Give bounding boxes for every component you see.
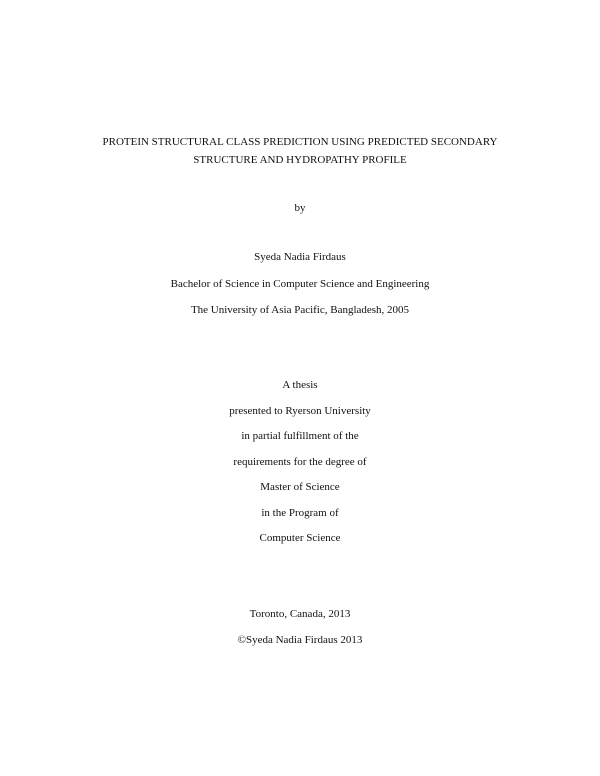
thesis-statement-line-2: presented to Ryerson University [229,405,371,417]
thesis-statement-line-4: requirements for the degree of [233,456,367,468]
thesis-title-line-2: STRUCTURE AND HYDROPATHY PROFILE [193,154,407,166]
copyright-notice: ©Syeda Nadia Firdaus 2013 [237,634,363,646]
author-institution: The University of Asia Pacific, Bangladesh, 2005 [190,304,410,316]
thesis-statement-line-1: A thesis [282,379,318,391]
thesis-statement-line-3: in partial fulfillment of the [241,430,359,442]
author-name: Syeda Nadia Firdaus [254,251,346,263]
thesis-title-line-1: PROTEIN STRUCTURAL CLASS PREDICTION USING PREDICTED SECONDARY [102,136,498,148]
thesis-statement-line-7: Computer Science [259,532,341,544]
thesis-statement-line-5: Master of Science [260,481,340,493]
thesis-statement-line-6: in the Program of [261,507,339,519]
by-label: by [294,202,306,214]
author-degree: Bachelor of Science in Computer Science and Engineering [170,278,430,290]
place-and-year: Toronto, Canada, 2013 [249,608,351,620]
